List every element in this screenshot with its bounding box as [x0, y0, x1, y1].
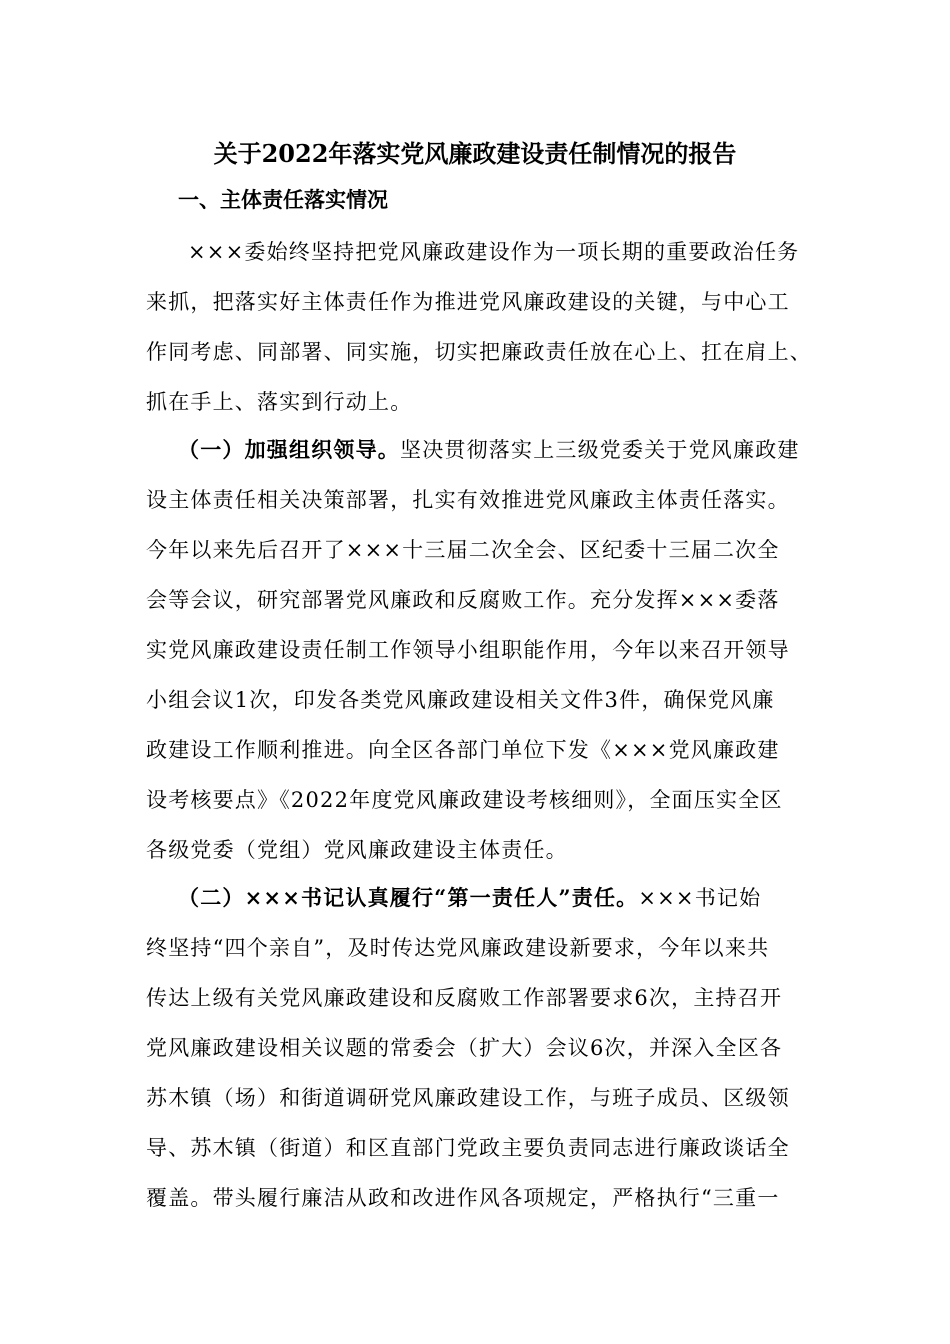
- paragraph-line: 会等会议，研究部署党风廉政和反腐败工作。充分发挥×××委落: [146, 588, 780, 612]
- subheading-lead: （二）×××书记认真履行“第一责任人”责任。: [178, 885, 639, 910]
- section-heading: 一、主体责任落实情况: [178, 187, 388, 212]
- paragraph-line: 小组会议1次，印发各类党风廉政建设相关文件3件，确保党风廉: [146, 688, 775, 712]
- paragraph-line: 政建设工作顺利推进。向全区各部门单位下发《×××党风廉政建: [146, 738, 780, 762]
- paragraph-text: ×××书记始: [638, 886, 762, 910]
- paragraph-line: ×××委始终坚持把党风廉政建设作为一项长期的重要政治任务: [188, 240, 800, 264]
- document-title: 关于2022年落实党风廉政建设责任制情况的报告: [213, 139, 737, 168]
- paragraph-line: 终坚持“四个亲自”，及时传达党风廉政建设新要求，今年以来共: [146, 936, 770, 960]
- paragraph-line: 党风廉政建设相关议题的常委会（扩大）会议6次，并深入全区各: [146, 1036, 783, 1060]
- subheading-lead: （一）加强组织领导。: [178, 437, 400, 462]
- paragraph-text: 坚决贯彻落实上三级党委关于党风廉政建: [400, 438, 800, 462]
- paragraph-line: 苏木镇（场）和街道调研党风廉政建设工作，与班子成员、区级领: [146, 1086, 790, 1110]
- paragraph-line: 设考核要点》《2022年度党风廉政建设考核细则》，全面压实全区: [146, 788, 783, 812]
- paragraph-line: 覆盖。带头履行廉洁从政和改进作风各项规定，严格执行“三重一: [146, 1186, 780, 1210]
- paragraph-first-line: [178, 434, 800, 466]
- paragraph-line: 来抓，把落实好主体责任作为推进党风廉政建设的关键，与中心工: [146, 290, 790, 314]
- paragraph-line: 作同考虑、同部署、同实施，切实把廉政责任放在心上、扛在肩上、: [146, 340, 812, 364]
- paragraph-line: 今年以来先后召开了×××十三届二次全会、区纪委十三届二次全: [146, 538, 780, 562]
- paragraph-line: 传达上级有关党风廉政建设和反腐败工作部署要求6次，主持召开: [146, 986, 783, 1010]
- paragraph-line: 各级党委（党组）党风廉政建设主体责任。: [146, 838, 568, 862]
- paragraph-line: 抓在手上、落实到行动上。: [146, 390, 413, 414]
- paragraph-line: 实党风廉政建设责任制工作领导小组职能作用，今年以来召开领导: [146, 638, 790, 662]
- paragraph-line: 设主体责任相关决策部署，扎实有效推进党风廉政主体责任落实。: [146, 488, 790, 512]
- paragraph-first-line: [178, 882, 761, 914]
- paragraph-line: 导、苏木镇（街道）和区直部门党政主要负责同志进行廉政谈话全: [146, 1136, 790, 1160]
